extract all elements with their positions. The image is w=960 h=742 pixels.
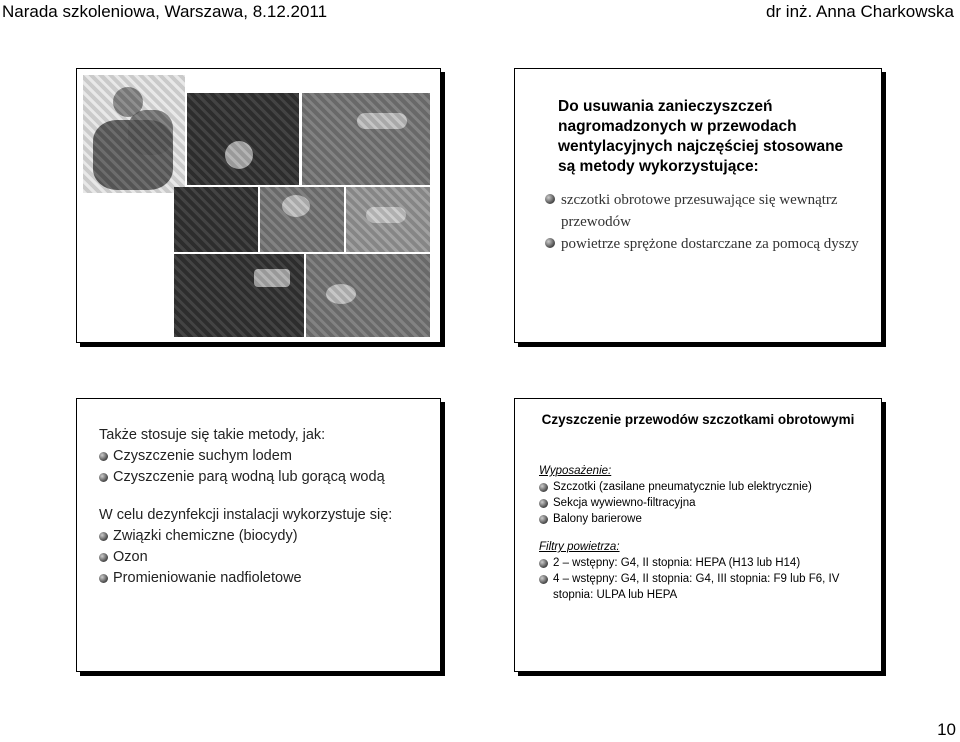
slide-title: Do usuwania zanieczyszczeń nagromadzonych w przewodach wentylacyjnych najczęściej stosowane są metody wykorzystujące: <box>558 98 844 175</box>
list-item: Ozon <box>99 547 429 568</box>
methods-list <box>545 189 865 255</box>
bullet-icon <box>99 452 108 461</box>
slide-brush-cleaning <box>514 398 882 672</box>
slide-methods <box>514 68 882 343</box>
slide-other-methods <box>76 398 441 672</box>
bullet-icon <box>539 575 548 584</box>
intro-text: Także stosuje się takie metody, jak: <box>99 427 326 443</box>
bullet-icon <box>99 553 108 562</box>
list-item: Czyszczenie parą wodną lub gorącą wodą <box>99 467 429 488</box>
slide-photo-collage <box>76 68 441 343</box>
list-item: powietrze sprężone dostarczane za pomocą dyszy <box>545 233 865 255</box>
bullet-icon <box>539 483 548 492</box>
list-item: 4 – wstępny: G4, II stopnia: G4, III stopnia: F9 lub F6, IV stopnia: ULPA lub HEPA <box>539 571 869 603</box>
photo-duct-7 <box>306 254 430 337</box>
bullet-icon <box>539 515 548 524</box>
intro-text: W celu dezynfekcji instalacji wykorzystuje się: <box>99 507 393 523</box>
bullet-icon <box>545 194 555 204</box>
bullet-icon <box>539 559 548 568</box>
bullet-icon <box>539 499 548 508</box>
list-item: Czyszczenie suchym lodem <box>99 446 429 467</box>
list-item: 2 – wstępny: G4, II stopnia: HEPA (H13 lub H14) <box>539 555 869 571</box>
list-item: Balony barierowe <box>539 511 869 527</box>
list-item: Szczotki (zasilane pneumatycznie lub elektrycznie) <box>539 479 869 495</box>
header-left: Narada szkoleniowa, Warszawa, 8.12.2011 <box>2 2 328 21</box>
photo-duct-1 <box>187 93 299 185</box>
photo-duct-3 <box>174 187 258 252</box>
list-item: szczotki obrotowe przesuwające się wewnątrz przewodów <box>545 189 865 233</box>
bullet-icon <box>545 238 555 248</box>
list-item: Związki chemiczne (biocydy) <box>99 526 429 547</box>
slide-title: Czyszczenie przewodów szczotkami obrotowymi <box>541 412 855 427</box>
bullet-icon <box>99 473 108 482</box>
equipment-heading: Wyposażenie: <box>539 465 612 477</box>
photo-duct-2 <box>302 93 430 185</box>
bullet-icon <box>99 532 108 541</box>
header-right: dr inż. Anna Charkowska <box>765 2 954 21</box>
list-item: Promieniowanie nadfioletowe <box>99 568 429 589</box>
photo-duct-6 <box>174 254 304 337</box>
filters-heading: Filtry powietrza: <box>539 541 620 553</box>
photo-duct-5 <box>346 187 430 252</box>
photo-worker <box>83 75 185 193</box>
bullet-icon <box>99 574 108 583</box>
photo-duct-4 <box>260 187 344 252</box>
page-number: 10 <box>937 720 956 739</box>
list-item: Sekcja wywiewno-filtracyjna <box>539 495 869 511</box>
